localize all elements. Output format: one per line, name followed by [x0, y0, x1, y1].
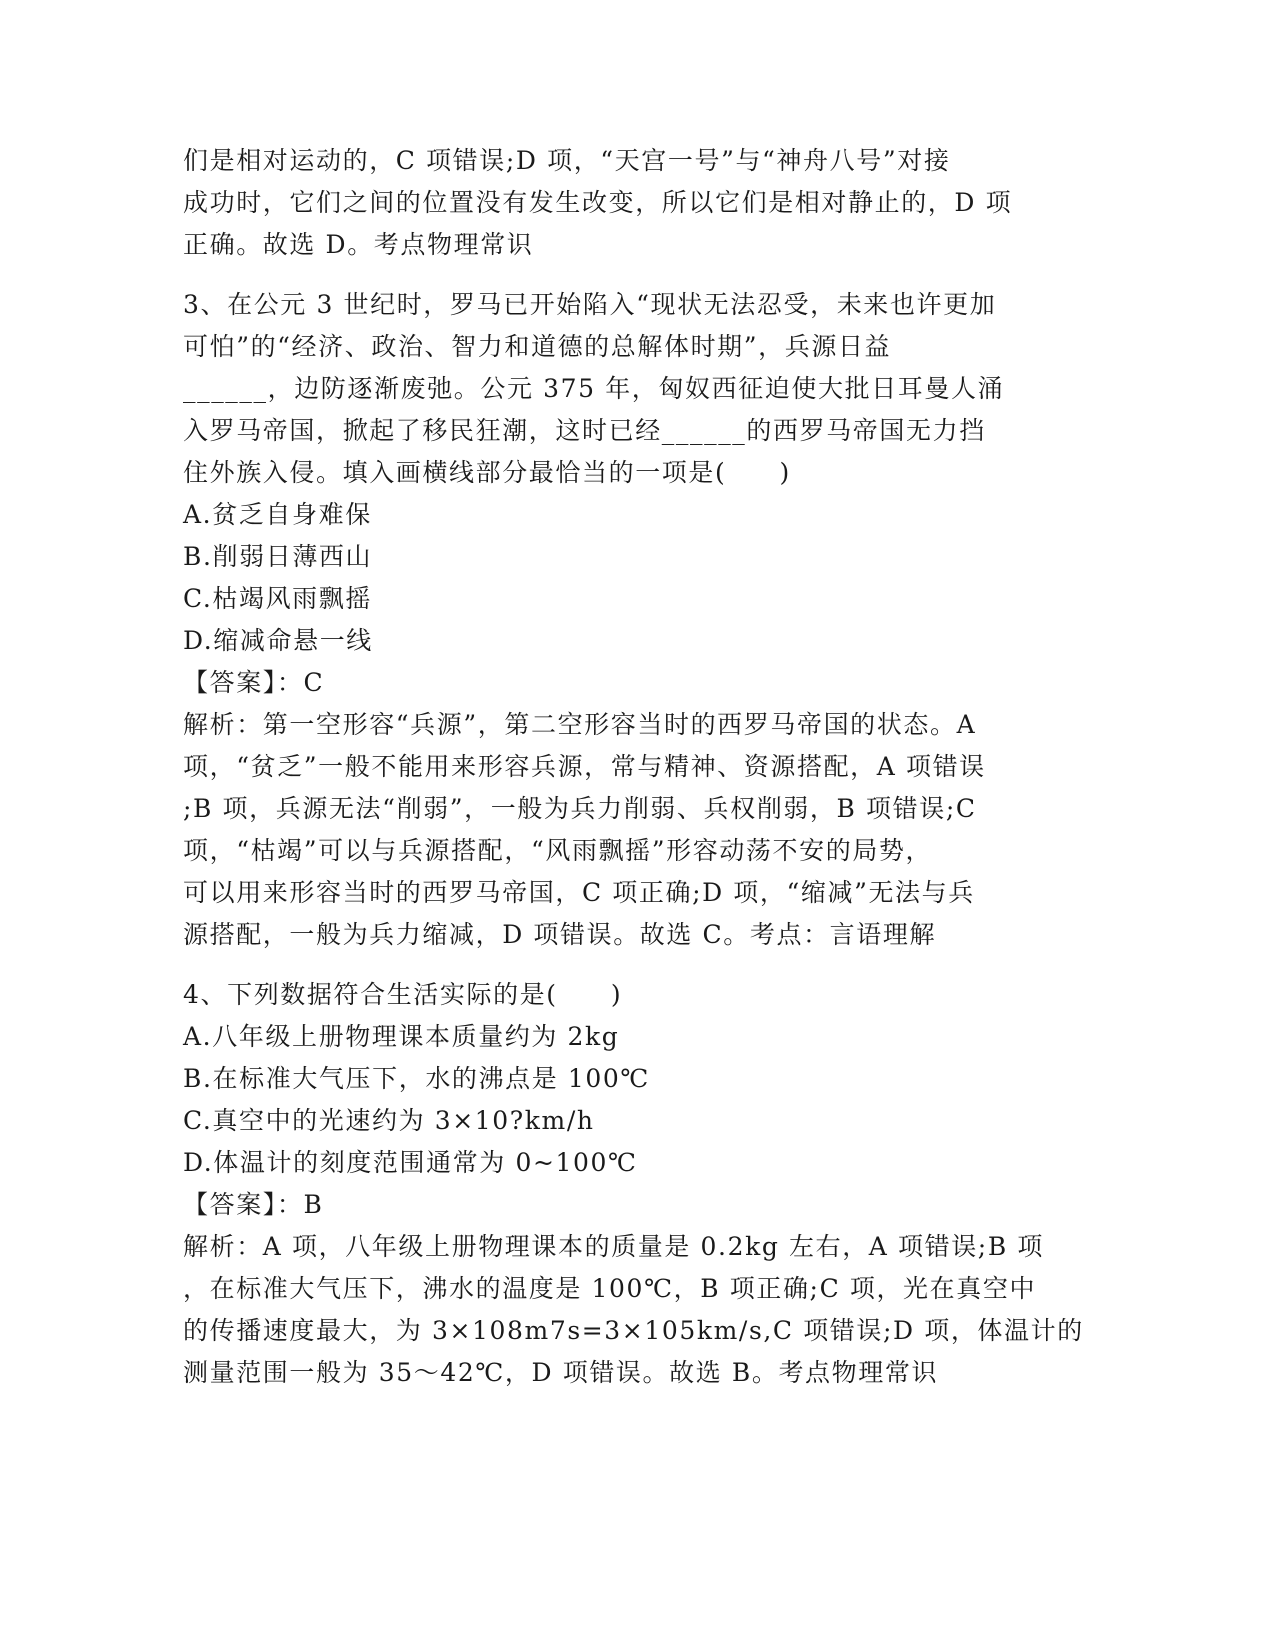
text-line: 入罗马帝国，掀起了移民狂潮，这时已经______的西罗马帝国无力挡	[183, 416, 986, 445]
document-page	[183, 140, 1083, 1394]
text-line: ______，边防逐渐废弛。公元 375 年，匈奴西征迫使大批日耳曼人涌	[183, 374, 1005, 403]
analysis	[183, 1226, 1083, 1394]
text-line: 解析：第一空形容“兵源”，第二空形容当时的西罗马帝国的状态。A	[183, 710, 977, 739]
option-list	[183, 494, 1083, 662]
question-stem	[183, 974, 1083, 1016]
text-line: 住外族入侵。填入画横线部分最恰当的一项是( )	[183, 458, 791, 487]
text-line: ;B 项，兵源无法“削弱”，一般为兵力削弱、兵权削弱，B 项错误;C	[183, 794, 977, 823]
question-stem	[183, 284, 1083, 494]
text-line: 解析：A 项，八年级上册物理课本的质量是 0.2kg 左右，A 项错误;B 项	[183, 1232, 1044, 1261]
question-3	[183, 284, 1083, 956]
option-a: A.贫乏自身难保	[183, 500, 372, 529]
text-line: ，在标准大气压下，沸水的温度是 100℃，B 项正确;C 项，光在真空中	[183, 1274, 1037, 1303]
option-d: D.缩减命悬一线	[183, 626, 373, 655]
option-b: B.在标准大气压下，水的沸点是 100℃	[183, 1064, 650, 1093]
question-4	[183, 974, 1083, 1394]
option-c: C.真空中的光速约为 3×10?km/h	[183, 1106, 595, 1135]
option-list	[183, 1016, 1083, 1184]
text-line: 们是相对运动的，C 项错误;D 项，“天宫一号”与“神舟八号”对接	[183, 146, 951, 175]
spacer	[183, 266, 1083, 284]
text-line: 4、下列数据符合生活实际的是( )	[183, 980, 623, 1009]
spacer	[183, 956, 1083, 974]
text-line: 源搭配，一般为兵力缩减，D 项错误。故选 C。考点：言语理解	[183, 920, 937, 949]
option-d: D.体温计的刻度范围通常为 0~100℃	[183, 1148, 638, 1177]
text-line: 正确。故选 D。考点物理常识	[183, 230, 534, 259]
option-b: B.削弱日薄西山	[183, 542, 373, 571]
text-line: 项，“贫乏”一般不能用来形容兵源，常与精神、资源搭配，A 项错误	[183, 752, 986, 781]
analysis	[183, 704, 1083, 956]
text-line: 测量范围一般为 35～42℃，D 项错误。故选 B。考点物理常识	[183, 1358, 939, 1387]
text-line: 可以用来形容当时的西罗马帝国，C 项正确;D 项，“缩减”无法与兵	[183, 878, 975, 907]
intro-paragraph	[183, 140, 1083, 266]
text-line: 的传播速度最大，为 3×108m7s=3×105km/s,C 项错误;D 项，体温计的	[183, 1316, 1084, 1345]
option-a: A.八年级上册物理课本质量约为 2kg	[183, 1022, 620, 1051]
option-c: C.枯竭风雨飘摇	[183, 584, 372, 613]
text-line: 项，“枯竭”可以与兵源搭配，“风雨飘摇”形容动荡不安的局势，	[183, 836, 933, 865]
text-line: 成功时，它们之间的位置没有发生改变，所以它们是相对静止的，D 项	[183, 188, 1013, 217]
text-line: 可怕”的“经济、政治、智力和道德的总解体时期”，兵源日益	[183, 332, 892, 361]
answer-label: 【答案】：B	[183, 1190, 324, 1219]
answer-label: 【答案】：C	[183, 668, 325, 697]
text-line: 3、在公元 3 世纪时，罗马已开始陷入“现状无法忍受，未来也许更加	[183, 290, 997, 319]
